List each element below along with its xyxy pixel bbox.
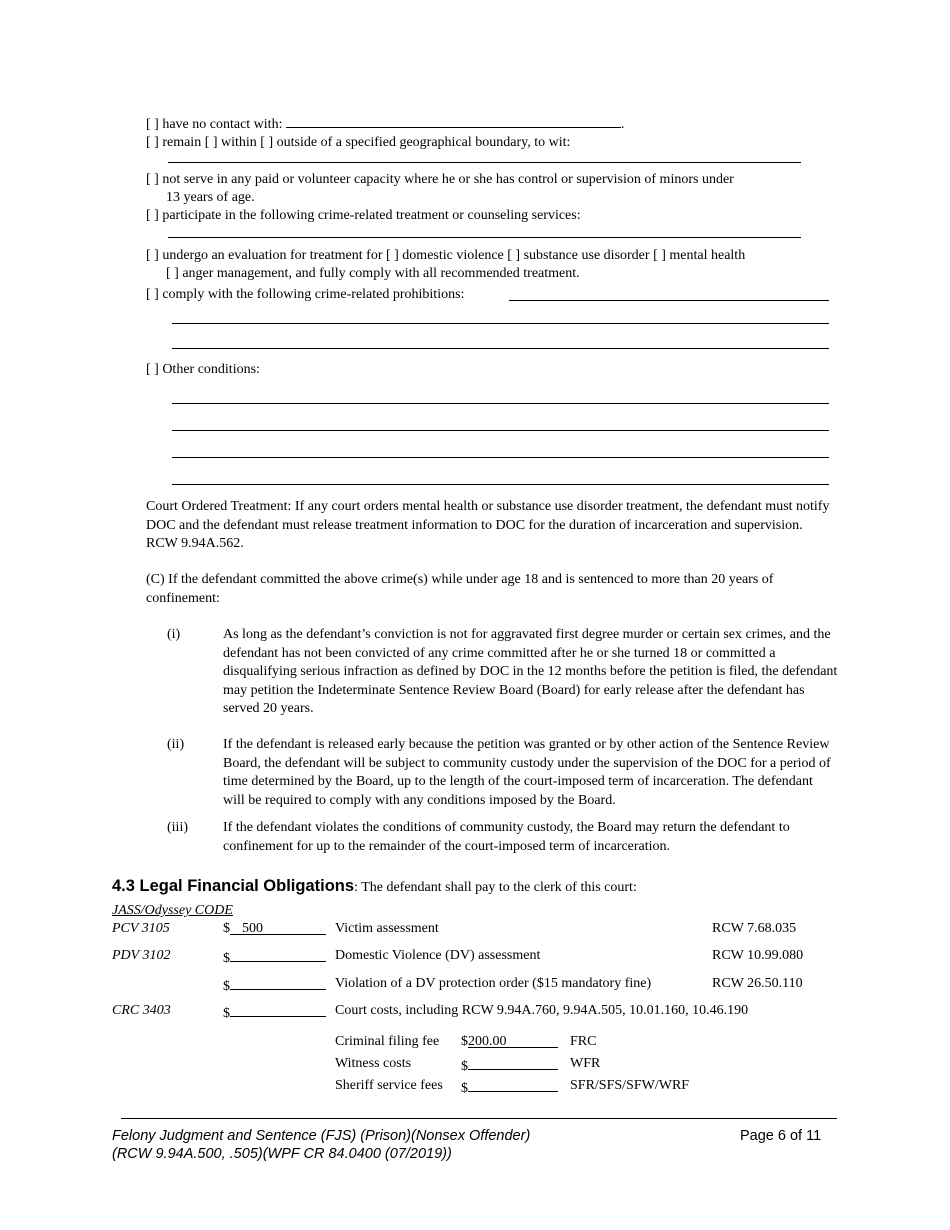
- comply-blank-line-1[interactable]: [509, 300, 829, 301]
- lfo-code: PCV 3105: [112, 921, 170, 936]
- court-ordered-treatment: Court Ordered Treatment: If any court orders mental health or substance use disorder treatment, the defendant must notify DOC and the defendant must release treatment information to DOC for the duration of incarceration and supervision. RCW 9.94A.562.: [146, 499, 830, 551]
- section-c-item-text: If the defendant violates the conditions of community custody, the Board may return the defendant to confinement for up to the remainder of the court-imposed term of incarceration.: [223, 820, 790, 854]
- participate-blank-line[interactable]: [168, 237, 801, 238]
- section-c-item-text: As long as the defendant’s conviction is not for aggravated first degree murder or certain sex crimes, and the defendant has not been convicted of any crime committed after he or she turned 18 or committed a disqualifying serious infraction as defined by DOC in the 12 months before the petition is filed, the defendant may petition the Indeterminate Sentence Review Board (Board) for early release after the defendant has served 20 years.: [223, 627, 838, 716]
- lfo-description: Victim assessment: [335, 921, 439, 936]
- section-c-item-num: (ii): [167, 737, 185, 752]
- lfo-description: Violation of a DV protection order ($15 mandatory fine): [335, 976, 652, 991]
- lfo-amount-value[interactable]: 500: [230, 920, 326, 935]
- other-blank-line-2[interactable]: [172, 430, 829, 431]
- condition-not-serve-line2: 13 years of age.: [166, 190, 255, 205]
- lfo-amount[interactable]: $: [223, 975, 326, 995]
- code-column-header: JASS/Odyssey CODE: [112, 903, 233, 918]
- lfo-rcw: RCW 26.50.110: [712, 976, 803, 991]
- footer-form-title: Felony Judgment and Sentence (FJS) (Prison)(Nonsex Offender): [112, 1128, 531, 1144]
- lfo-code: CRC 3403: [112, 1003, 171, 1018]
- other-blank-line-1[interactable]: [172, 403, 829, 404]
- condition-comply: [146, 286, 464, 303]
- lfo-amount[interactable]: $: [223, 1002, 326, 1022]
- condition-undergo-line2: [ ] anger management, and fully comply with all recommended treatment.: [166, 266, 580, 281]
- remain-blank-line[interactable]: [168, 162, 801, 163]
- lfo-amount[interactable]: $ 500: [223, 920, 326, 937]
- fee-amount-value[interactable]: [468, 1077, 558, 1092]
- comply-blank-line-3[interactable]: [172, 348, 829, 349]
- no-contact-blank[interactable]: [286, 113, 621, 128]
- condition-undergo-line1: [ ] undergo an evaluation for treatment for [ ] domestic violence [ ] substance use disorder [ ] mental health: [146, 248, 746, 263]
- fee-label: Criminal filing fee: [335, 1034, 440, 1049]
- lfo-rcw: RCW 10.99.080: [712, 948, 804, 963]
- lfo-code: PDV 3102: [112, 948, 171, 963]
- comply-blank-line-2[interactable]: [172, 323, 829, 324]
- condition-no-contact: [ ] have no contact with: .: [146, 113, 624, 133]
- section-c-item-text: If the defendant is released early because the petition was granted or by other action of the Sentence Review Board, the defendant will be subject to community custody under the supervision of the DOC for a period of time determined by the Board, up to the length of the court-imposed term of incarceration. The defendant will be required to comply with any conditions imposed by the Board.: [223, 737, 831, 808]
- fee-amount[interactable]: $200.00: [461, 1033, 558, 1050]
- footer-divider: [121, 1118, 837, 1119]
- section-c-item-num: (i): [167, 627, 181, 642]
- condition-remain: [ ] remain [ ] within [ ] outside of a specified geographical boundary, to wit:: [146, 135, 571, 150]
- footer-page-number: Page 6 of 11: [740, 1128, 822, 1144]
- other-blank-line-4[interactable]: [172, 484, 829, 485]
- condition-not-serve-line1: [ ] not serve in any paid or volunteer capacity where he or she has control or supervision of minors under: [146, 172, 734, 187]
- fee-code: FRC: [570, 1034, 597, 1049]
- lfo-amount[interactable]: $: [223, 947, 326, 967]
- section-43-heading: [112, 876, 637, 898]
- footer-form-citation: (RCW 9.94A.500, .505)(WPF CR 84.0400 (07/2019)): [112, 1146, 452, 1162]
- section-c-item-num: (iii): [167, 820, 188, 835]
- fee-amount-value[interactable]: [468, 1055, 558, 1070]
- lfo-description: Court costs, including RCW 9.94A.760, 9.94A.505, 10.01.160, 10.46.190: [335, 1003, 749, 1018]
- section-43-subtitle: : The defendant shall pay to the clerk of this court:: [354, 880, 637, 895]
- fee-amount-value[interactable]: 200.00: [468, 1033, 558, 1048]
- section-43-title: 4.3 Legal Financial Obligations: [112, 877, 355, 895]
- lfo-amount-value[interactable]: [230, 975, 326, 990]
- condition-no-contact-label: [ ] have no contact with:: [146, 117, 283, 132]
- condition-other: [ ] Other conditions:: [146, 362, 260, 377]
- fee-code: SFR/SFS/SFW/WRF: [570, 1078, 690, 1093]
- condition-participate: [ ] participate in the following crime-related treatment or counseling services:: [146, 208, 581, 223]
- other-blank-line-3[interactable]: [172, 457, 829, 458]
- lfo-amount-value[interactable]: [230, 947, 326, 962]
- section-c-intro: (C) If the defendant committed the above crime(s) while under age 18 and is sentenced to more than 20 years of confinement:: [146, 572, 774, 606]
- fee-label: Witness costs: [335, 1056, 412, 1071]
- condition-comply-label: [ ] comply with the following crime-related prohibitions:: [146, 287, 465, 302]
- fee-label: Sheriff service fees: [335, 1078, 443, 1093]
- fee-amount[interactable]: $: [461, 1077, 558, 1097]
- lfo-description: Domestic Violence (DV) assessment: [335, 948, 541, 963]
- lfo-rcw: RCW 7.68.035: [712, 921, 797, 936]
- fee-amount[interactable]: $: [461, 1055, 558, 1075]
- lfo-amount-value[interactable]: [230, 1002, 326, 1017]
- fee-code: WFR: [570, 1056, 601, 1071]
